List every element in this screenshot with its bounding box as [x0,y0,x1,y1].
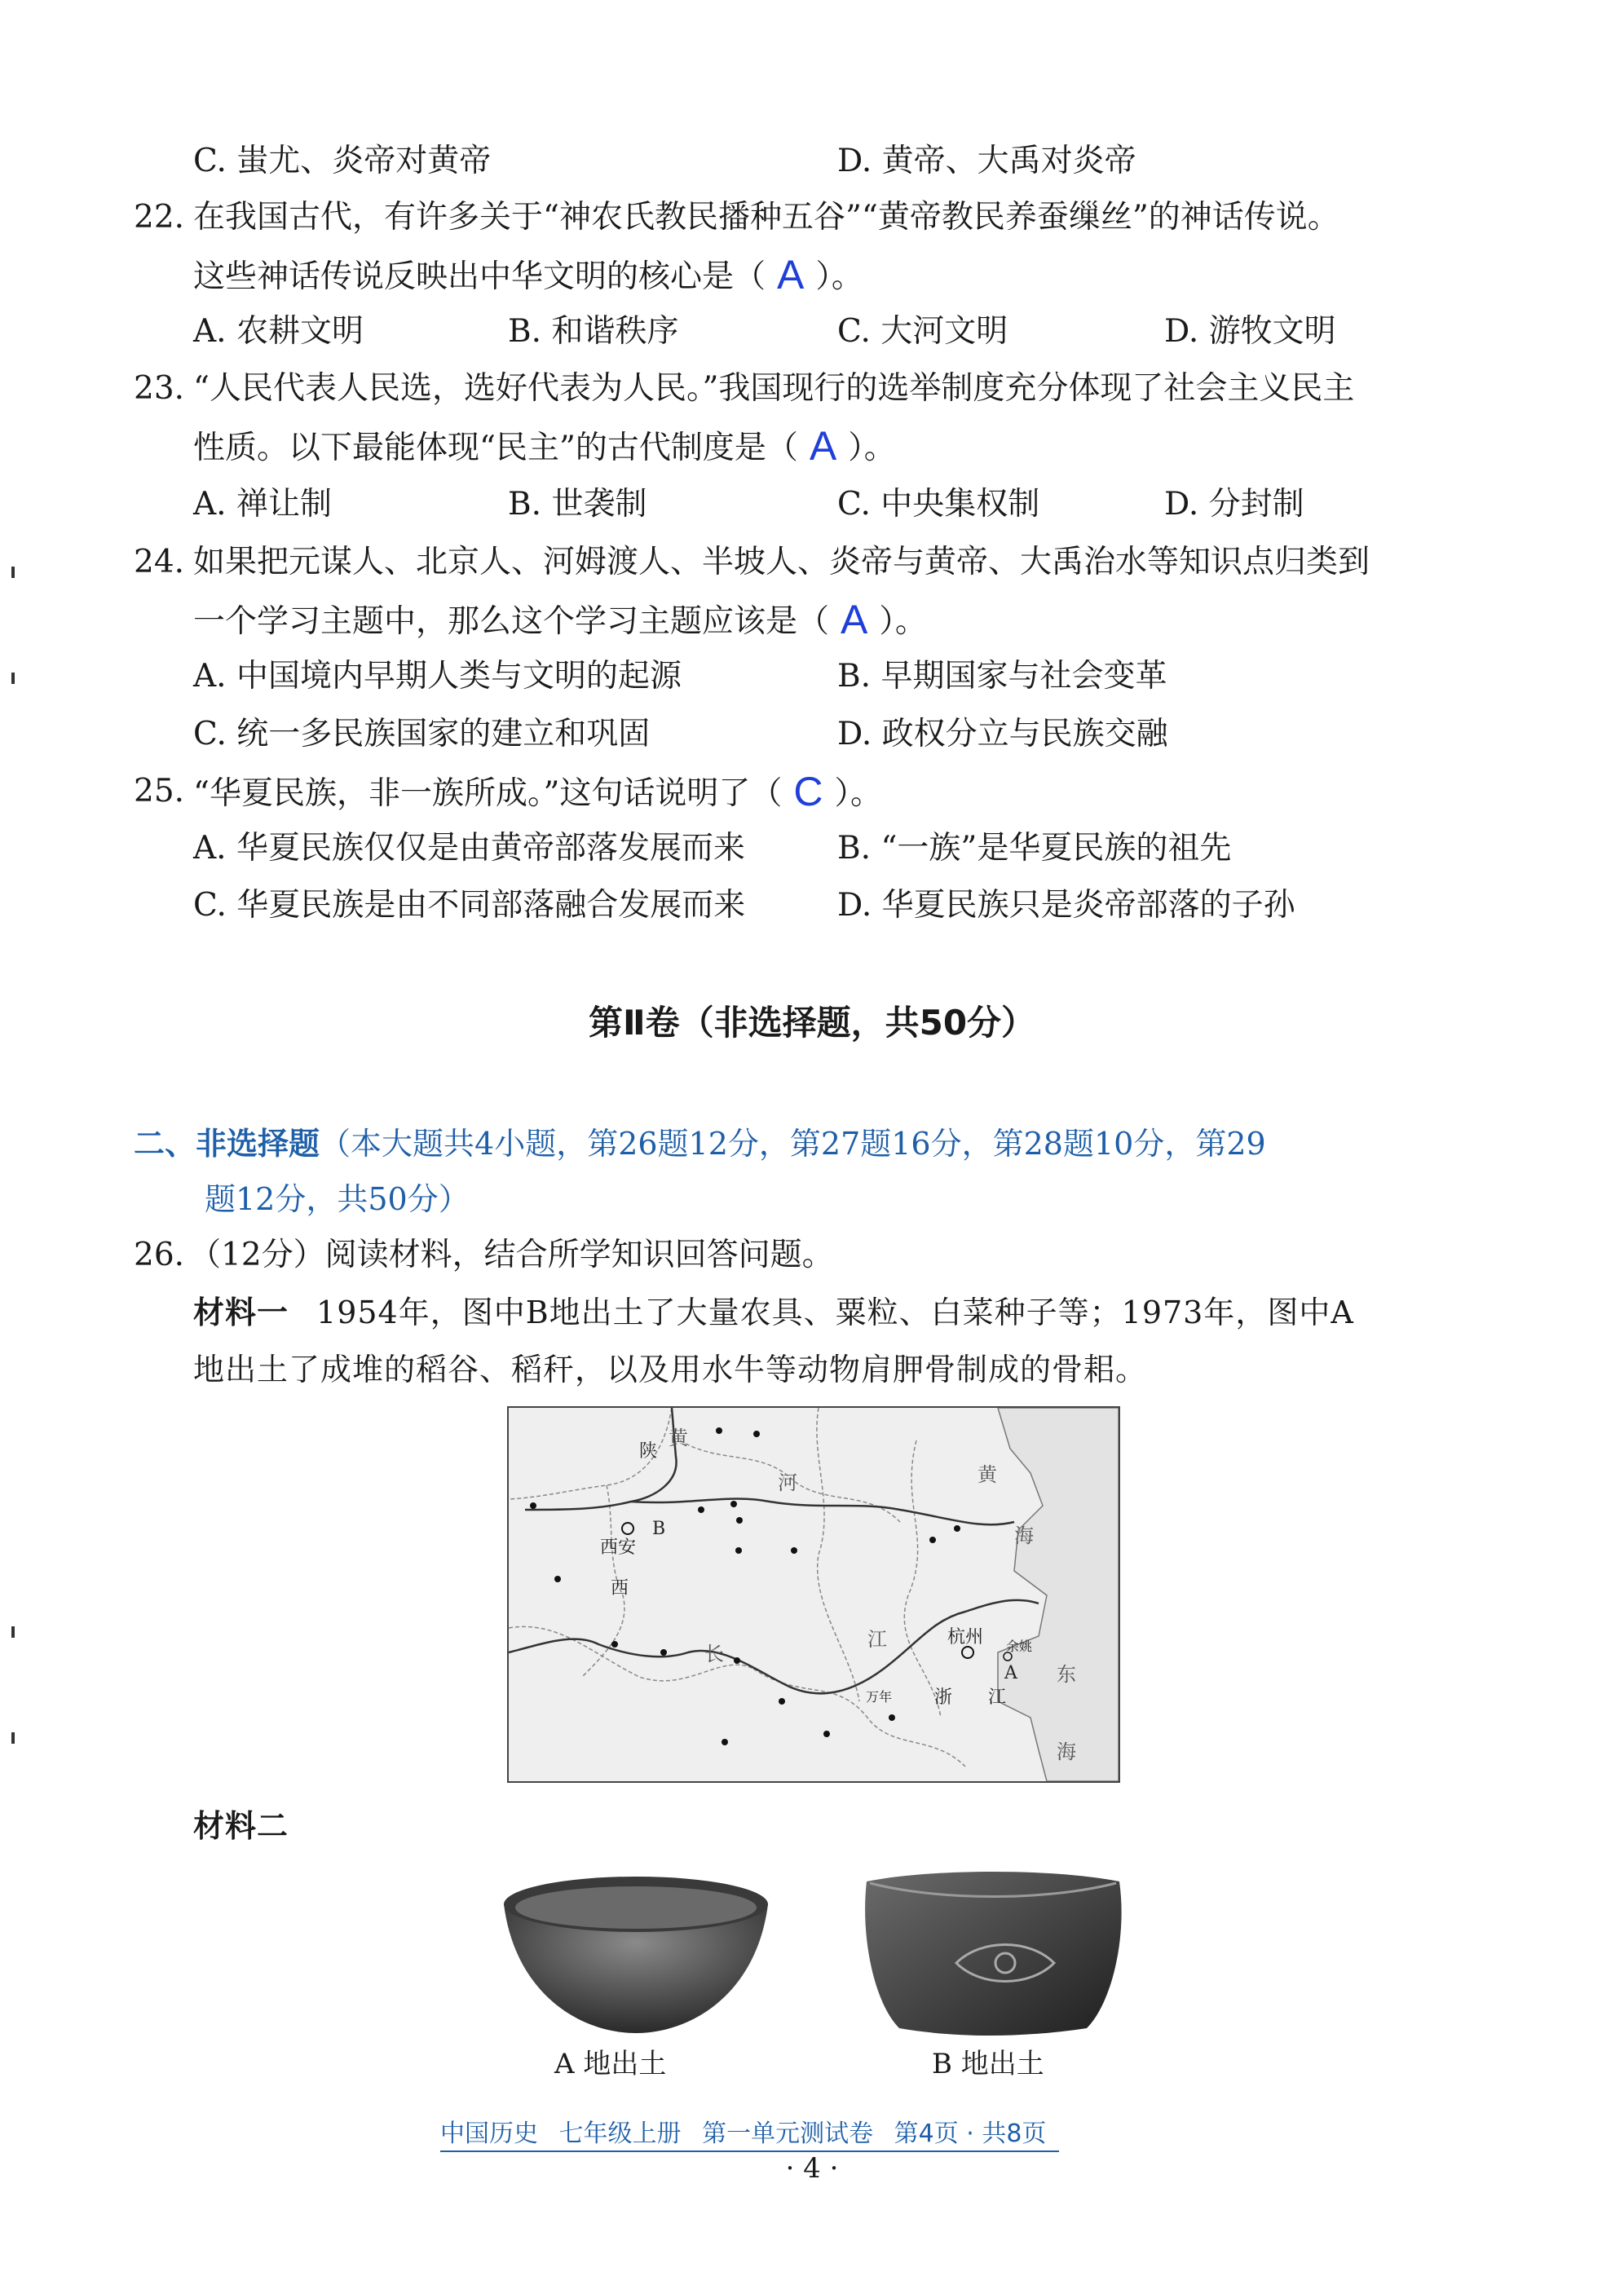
pottery-a-image [499,1872,773,2035]
pottery-b-caption: B 地出土 [932,2048,1044,2080]
page-number: · 4 · [785,2152,839,2185]
q25-option-a: A. 华夏民族仅仅是由黄帝部落发展而来 [193,830,745,867]
q24-option-c: C. 统一多民族国家的建立和巩固 [193,716,651,752]
section-two-title: 二、非选择题 [134,1126,320,1162]
map-label-huang: 黄 [669,1427,688,1449]
map-label-b: B [652,1519,666,1539]
q25-number: 25. [134,773,185,809]
scan-mark [11,567,15,578]
q23-option-d: D. 分封制 [1164,486,1304,523]
map-label-hangzhou: 杭州 [947,1627,984,1648]
footer-subject: 中国历史 [440,2120,538,2148]
material-one-line1 [193,1288,1354,1337]
map-label-wannian: 万年 [866,1689,893,1705]
material-two-title: 材料二 [193,1808,289,1844]
map-label-yellow-sea-1: 黄 [977,1463,997,1486]
q24-stem-line2 [193,595,927,646]
q23-option-c: C. 中央集权制 [837,486,1040,523]
q22-number: 22. [134,199,185,236]
q22-stem-line2 [193,250,863,302]
q25-stem-line1 [193,767,882,818]
q23-stem-line1: “人民代表人民选，选好代表为人民。”我国现行的选举制度充分体现了社会主义民主 [193,370,1355,407]
footer-pages: 第4页 · 共8页 [894,2120,1047,2148]
q22-option-a: A. 农耕文明 [193,313,364,350]
q22-stem-end: ）。 [815,258,863,295]
q26-intro: （12分）阅读材料，结合所学知识回答问题。 [189,1237,834,1273]
map-label-chang: 长 [704,1643,724,1665]
map-label-a: A [1004,1663,1017,1683]
scan-mark [11,673,15,684]
q23-stem-text: 性质。以下最能体现“民主”的古代制度是（ [193,430,798,466]
q23-option-a: A. 禅让制 [193,486,332,523]
q24-option-a: A. 中国境内早期人类与文明的起源 [193,658,682,695]
map-label-shaanxi: 陕 [639,1441,658,1462]
q25-option-c: C. 华夏民族是由不同部落融合发展而来 [193,887,746,924]
q24-option-b: B. 早期国家与社会变革 [837,658,1167,695]
scan-mark [11,1732,15,1744]
archaeology-map [507,1406,1120,1783]
q22-stem-line1: 在我国古代，有许多关于“神农氏教民播种五谷”“黄帝教民养蚕缫丝”的神话传说。 [193,199,1339,236]
page-footer [440,2113,1059,2152]
q25-option-b: B. “一族”是华夏民族的祖先 [837,830,1232,867]
q22-option-b: B. 和谐秩序 [508,313,679,350]
map-label-jiang2: 江 [988,1687,1007,1708]
scan-mark [11,1626,15,1638]
q23-stem-end: ）。 [848,430,896,466]
footer-grade: 七年级上册 [558,2120,682,2148]
q22-answer: A [777,252,805,298]
map-label-east-sea-2: 海 [1057,1740,1076,1763]
material-two-label [193,1802,289,1850]
section-two-desc-line2: 题12分，共50分） [205,1181,470,1217]
material-one-line2: 地出土了成堆的稻谷、稻秆，以及用水牛等动物肩胛骨制成的骨耜。 [193,1352,1148,1387]
q22-stem-text: 这些神话传说反映出中华文明的核心是（ [193,258,766,295]
q24-stem-text: 一个学习主题中，那么这个学习主题应该是（ [193,603,830,640]
footer-test: 第一单元测试卷 [702,2120,874,2148]
q23-stem-line2 [193,421,896,473]
q24-stem-end: ）。 [879,603,927,640]
q25-answer: C [793,769,823,814]
q24-number: 24. [134,544,185,580]
q24-option-d: D. 政权分立与民族交融 [837,716,1168,752]
map-label-he: 河 [778,1471,797,1494]
part2-title: 第Ⅱ卷（非选择题，共50分） [588,1003,1036,1043]
section-two-desc-line1: （本大题共4小题，第26题12分，第27题16分，第28题10分，第29 [320,1126,1266,1162]
pottery-b-image [858,1865,1128,2038]
map-label-east-sea-1: 东 [1057,1663,1076,1686]
q23-option-b: B. 世袭制 [508,486,647,523]
q21-option-d: D. 黄帝、大禹对炎帝 [837,143,1136,179]
q23-number: 23. [134,370,185,407]
map-drawing [509,1408,1119,1781]
map-label-yellow-sea-2: 海 [1014,1524,1034,1547]
q25-stem-text: “华夏民族，非一族所成。”这句话说明了（ [193,775,783,812]
map-label-jiang: 江 [867,1628,887,1651]
q24-stem-line1: 如果把元谋人、北京人、河姆渡人、半坡人、炎帝与黄帝、大禹治水等知识点归类到 [193,544,1370,580]
q21-option-c: C. 蚩尤、炎帝对黄帝 [193,143,492,179]
material-one-text1: 1954年，图中B地出土了大量农具、粟粒、白菜种子等；1973年，图中A [316,1295,1354,1330]
section-two-header [134,1119,1266,1168]
q22-option-d: D. 游牧文明 [1164,313,1336,350]
q26-number: 26. [134,1237,185,1273]
pottery-a-caption: A 地出土 [554,2048,667,2080]
q22-option-c: C. 大河文明 [837,313,1008,350]
map-label-yuyao: 余姚 [1006,1639,1033,1654]
map-label-xian: 西安 [600,1537,637,1558]
map-label-zhe: 浙 [934,1687,953,1708]
map-label-xi: 西 [611,1578,629,1599]
material-one-label: 材料一 [193,1295,289,1330]
q25-option-d: D. 华夏民族只是炎帝部落的子孙 [837,887,1295,924]
q24-answer: A [841,597,868,642]
q25-stem-end: ）。 [834,775,883,812]
q23-answer: A [809,423,837,469]
